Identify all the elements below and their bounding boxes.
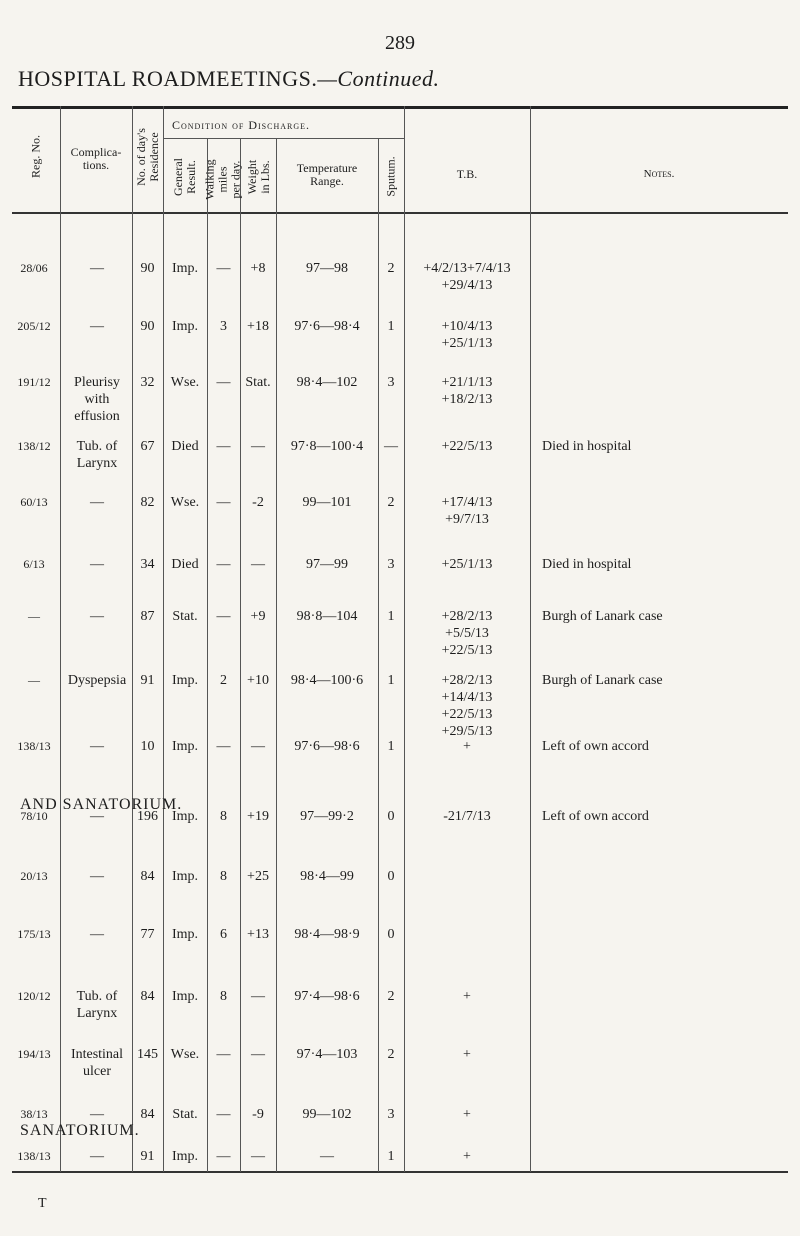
cell-tb [404,438,530,455]
cell-line: +25/1/13 [441,336,493,351]
cell-line: with [84,392,110,407]
cell-comp [60,438,134,472]
cell-result: Imp. [171,927,199,942]
cell-days: 10 [140,739,155,754]
cell-comp [60,374,134,425]
cell-temp: 98·4—98·9 [294,927,360,942]
section-heading: AND SANATORIUM. [20,796,183,813]
cell-line: ulcer [83,1064,111,1079]
header-weight: Weight in Lbs. [245,159,272,195]
cell-line: +5/5/13 [445,626,489,641]
cell-walking: 6 [220,927,227,942]
cell-temp: 98·4—99 [300,869,354,884]
cell-line: — [90,927,104,942]
header-walking: Walking miles per day. [202,159,243,200]
cell-result: Imp. [171,261,199,276]
cell-walking: 8 [220,809,227,824]
cell-sputum: 1 [387,319,395,334]
cell-notes: Left of own accord [542,739,649,754]
col-rule [207,138,208,1172]
cell-line: + [463,1107,471,1122]
cell-line: — [90,869,104,884]
cell-line: +18/2/13 [441,392,493,407]
cell-tb [404,318,530,352]
section-heading: SANATORIUM. [20,1122,140,1139]
cell-weight: +19 [247,809,269,824]
cell-line: — [90,261,104,276]
cell-reg: 205/12 [17,319,51,333]
cell-weight: Stat. [245,375,271,390]
cell-comp [60,988,134,1022]
col-rule [276,138,277,1172]
cell-days: 90 [140,319,155,334]
cell-reg: 28/06 [20,261,48,275]
cell-sputum: 3 [387,1107,395,1122]
cell-days: 84 [140,869,155,884]
cell-sputum: 1 [387,609,395,624]
cell-comp [60,1106,134,1123]
cell-line: Dyspepsia [67,673,127,688]
cell-comp [60,318,134,335]
cell-notes: Left of own accord [542,809,649,824]
cell-temp: 98·4—102 [296,375,358,390]
header-notes: Notes. [643,168,675,180]
cell-line: — [90,557,104,572]
cell-weight: +18 [247,319,269,334]
cell-reg: 175/13 [17,927,51,941]
cell-days: 32 [140,375,155,390]
cell-weight: -9 [252,1107,264,1122]
cell-reg: 138/13 [17,1149,51,1163]
cell-sputum: 0 [387,809,395,824]
cell-weight: — [251,739,265,754]
header-tb: T.B. [456,167,478,181]
cell-days: 90 [140,261,155,276]
header-temperature: Temperature Range. [296,161,358,188]
cell-line: — [90,809,104,824]
cell-days: 87 [140,609,155,624]
page-title [18,66,440,92]
cell-line: + [463,1149,471,1164]
cell-temp: 98·4—100·6 [290,673,364,688]
cell-line: + [463,1047,471,1062]
cell-walking: — [216,375,231,390]
header-reg-no: Reg. No. [28,135,43,178]
cell-walking: — [216,439,231,454]
cell-tb [404,494,530,528]
cell-reg: 120/12 [17,989,51,1003]
cell-result: Stat. [172,609,198,624]
cell-temp: 97·4—98·6 [294,989,360,1004]
cell-temp: 97·4—103 [296,1047,358,1062]
cell-line: Tub. of [76,989,118,1004]
cell-temp: 98·8—104 [296,609,358,624]
cell-result: Imp. [171,869,199,884]
header-general-result: General Result. [171,158,198,196]
cell-notes: Died in hospital [542,439,632,454]
cell-sputum: 0 [387,927,395,942]
cell-sputum: 2 [387,495,395,510]
cell-sputum: 2 [387,989,395,1004]
header-rule [12,212,788,214]
cell-weight: — [251,557,265,572]
cell-result: Died [171,439,199,454]
cell-weight: +9 [250,609,266,624]
bottom-rule [12,1171,788,1173]
cell-temp: 99—101 [302,495,352,510]
col-rule [378,138,379,1172]
cell-line: Intestinal [70,1047,124,1062]
cell-reg: 78/10 [20,809,48,823]
cell-reg: 138/12 [17,439,51,453]
cell-days: 91 [140,1149,155,1164]
cell-weight: — [251,989,265,1004]
cell-walking: 3 [220,319,227,334]
top-rule [12,106,788,109]
cell-weight: +25 [247,869,269,884]
cell-walking: — [216,1149,231,1164]
cell-reg: 60/13 [20,495,48,509]
cell-temp: 97·6—98·6 [294,739,360,754]
cell-comp [60,608,134,625]
cell-notes: Burgh of Lanark case [542,609,663,624]
cell-line: — [90,1107,104,1122]
cell-walking: — [216,557,231,572]
cell-weight: +10 [247,673,269,688]
cell-line: — [90,1149,104,1164]
cell-temp: 97—99 [306,557,348,572]
cell-days: 84 [140,989,155,1004]
cell-line: +4/2/13+7/4/13 [423,261,511,276]
page-number: 289 [385,32,415,54]
cell-result: Wse. [170,375,200,390]
cell-line: +10/4/13 [441,319,493,334]
cell-reg: 6/13 [23,557,45,571]
cell-comp [60,738,134,755]
cell-result: Stat. [172,1107,198,1122]
records-table [12,106,788,1176]
cell-line: Tub. of [76,439,118,454]
cell-reg: 38/13 [20,1107,48,1121]
cell-result: Imp. [171,319,199,334]
cell-temp: 97·8—100·4 [290,439,364,454]
cell-temp: 97·6—98·4 [294,319,360,334]
cell-walking: — [216,739,231,754]
cell-days: 67 [140,439,155,454]
cell-temp: — [320,1149,334,1164]
cell-sputum: 3 [387,557,395,572]
cell-comp [60,868,134,885]
cell-comp [60,1148,134,1165]
cell-walking: — [216,261,231,276]
cell-line: +28/2/13 [441,673,493,688]
cell-result: Imp. [171,673,199,688]
cell-sputum: 2 [387,261,395,276]
cell-weight: — [251,1047,265,1062]
cell-line: Larynx [76,1006,118,1021]
cell-sputum: 3 [387,375,395,390]
cell-walking: 8 [220,989,227,1004]
cell-result: Imp. [171,1149,199,1164]
cell-line: +22/5/13 [441,439,493,454]
cell-line: Larynx [76,456,118,471]
cell-comp [60,1046,134,1080]
cell-temp: 99—102 [302,1107,352,1122]
cell-weight: — [251,439,265,454]
cell-sputum: 1 [387,739,395,754]
cell-line: +29/4/13 [441,278,493,293]
cell-tb [404,556,530,573]
cell-line: +22/5/13 [441,707,493,722]
cell-result: Imp. [171,989,199,1004]
cell-weight: +13 [247,927,269,942]
cell-line: effusion [74,409,120,424]
cell-days: 196 [137,809,158,824]
header-complications: Complica- tions. [70,145,122,172]
cell-days: 82 [140,495,155,510]
cell-tb [404,608,530,659]
cell-tb [404,374,530,408]
cell-walking: 2 [220,673,227,688]
cell-notes: Died in hospital [542,557,632,572]
cell-days: 91 [140,673,155,688]
cell-line: +29/5/13 [441,724,493,739]
cell-sputum: — [384,439,398,454]
cell-sputum: 0 [387,869,395,884]
cell-days: 34 [140,557,155,572]
cell-walking: 8 [220,869,227,884]
cell-line: +9/7/13 [445,512,489,527]
cell-reg: 194/13 [17,1047,51,1061]
cell-reg: 20/13 [20,869,48,883]
footer-mark: T [38,1196,47,1211]
cell-walking: — [216,1047,231,1062]
cell-days: 84 [140,1107,155,1122]
cell-result: Wse. [170,1047,200,1062]
condition-rule [163,138,404,139]
cell-line: +21/1/13 [441,375,493,390]
cell-reg: 138/13 [17,739,51,753]
title-roadmeetings: ROADMEETINGS. [131,66,318,91]
cell-line: +17/4/13 [441,495,493,510]
cell-tb [404,988,530,1005]
cell-comp [60,494,134,511]
cell-line: — [90,739,104,754]
col-rule [240,138,241,1172]
cell-tb [404,260,530,294]
cell-sputum: 1 [387,673,395,688]
cell-line: + [463,739,471,754]
cell-walking: — [216,609,231,624]
cell-tb [404,1046,530,1063]
col-rule [530,106,531,1172]
cell-line: + [463,989,471,1004]
cell-tb [404,738,530,755]
cell-weight: — [251,1149,265,1164]
cell-result: Wse. [170,495,200,510]
title-continued: —Continued. [317,66,440,91]
cell-walking: — [216,1107,231,1122]
cell-line: +25/1/13 [441,557,493,572]
cell-walking: — [216,495,231,510]
cell-comp [60,926,134,943]
cell-reg: 191/12 [17,375,51,389]
cell-weight: -2 [252,495,264,510]
cell-line: +28/2/13 [441,609,493,624]
cell-tb [404,672,530,740]
cell-comp [60,260,134,277]
cell-line: — [90,319,104,334]
cell-temp: 97—99·2 [300,809,354,824]
cell-reg: — [28,673,40,687]
cell-days: 145 [137,1047,158,1062]
cell-days: 77 [140,927,155,942]
header-condition: Condition of Discharge. [172,118,311,132]
cell-notes: Burgh of Lanark case [542,673,663,688]
cell-line: +14/4/13 [441,690,493,705]
cell-sputum: 2 [387,1047,395,1062]
cell-line: -21/7/13 [443,809,491,824]
cell-sputum: 1 [387,1149,395,1164]
cell-line: — [90,609,104,624]
header-days-residence: No. of day's Residence [134,128,161,186]
cell-result: Imp. [171,809,199,824]
cell-temp: 97—98 [306,261,348,276]
cell-tb [404,1148,530,1165]
title-hospital: HOSPITAL [18,66,126,91]
cell-comp [60,556,134,573]
cell-comp [60,672,134,689]
cell-line: — [90,495,104,510]
cell-comp [60,808,134,825]
cell-tb [404,808,530,825]
cell-result: Imp. [171,739,199,754]
cell-weight: +8 [250,261,266,276]
cell-reg: — [28,609,40,623]
cell-line: Pleurisy [74,375,120,390]
cell-line: +22/5/13 [441,643,493,658]
cell-tb [404,1106,530,1123]
cell-result: Died [171,557,199,572]
header-sputum: Sputum. [383,156,398,197]
